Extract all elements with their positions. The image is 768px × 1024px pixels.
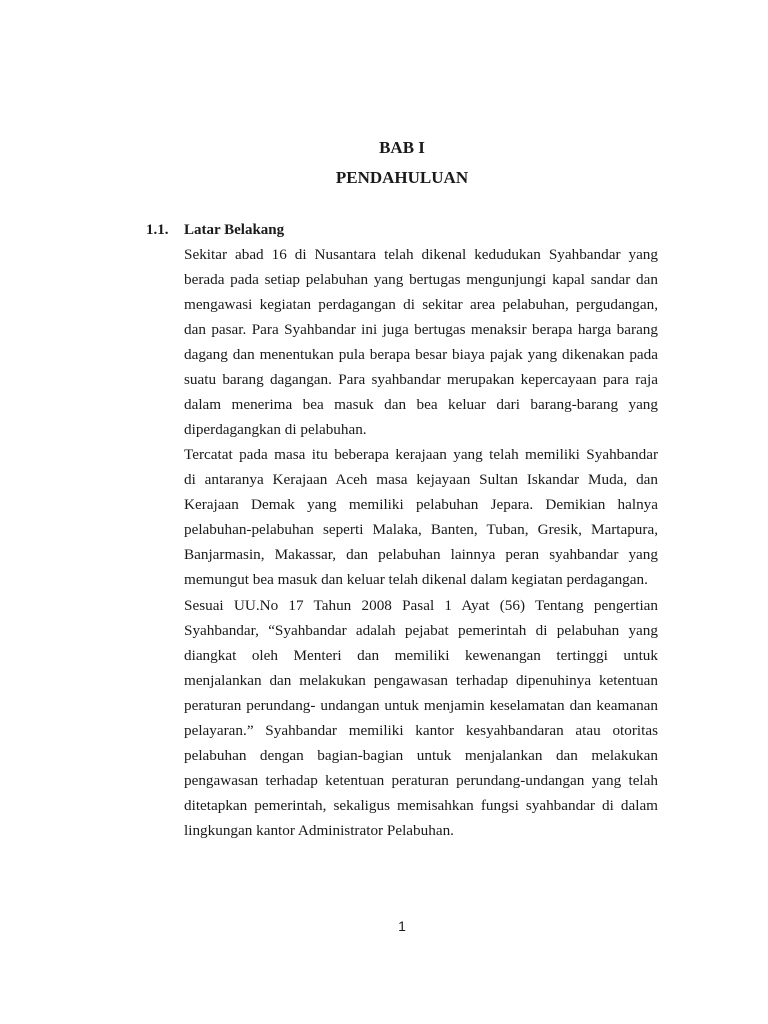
chapter-subtitle: PENDAHULUAN <box>335 168 469 187</box>
section-heading: Latar Belakang <box>184 222 285 238</box>
paragraph-line: mengawasi kegiatan perdagangan di sekitar area pelabuhan, pergudangan, <box>184 296 658 313</box>
paragraph-line: Kerajaan Demak yang memiliki pelabuhan Jepara. Demikian halnya <box>184 496 658 513</box>
paragraph-line: ditetapkan pemerintah, sekaligus memisahkan fungsi syahbandar di dalam <box>184 797 658 814</box>
paragraph-line: pelabuhan-pelabuhan seperti Malaka, Banten, Tuban, Gresik, Martapura, <box>184 521 658 538</box>
paragraph-line: memungut bea masuk dan keluar telah dikenal dalam kegiatan perdagangan. <box>184 571 648 588</box>
paragraph-line: pengawasan terhadap ketentuan peraturan perundang-undangan yang telah <box>184 772 658 789</box>
paragraph-line: Sekitar abad 16 di Nusantara telah dikenal kedudukan Syahbandar yang <box>184 246 658 263</box>
paragraph-line: Banjarmasin, Makassar, dan pelabuhan lainnya peran syahbandar yang <box>184 546 658 563</box>
paragraph-line: dalam menerima bea masuk dan bea keluar dari barang-barang yang <box>184 396 658 413</box>
paragraph-line: Tercatat pada masa itu beberapa kerajaan yang telah memiliki Syahbandar <box>184 446 658 463</box>
paragraph-line: dan pasar. Para Syahbandar ini juga bertugas menaksir berapa harga barang <box>184 321 658 338</box>
paragraph-line: diperdagangkan di pelabuhan. <box>184 421 367 438</box>
paragraph-line: diangkat oleh Menteri dan memiliki kewenangan tertinggi untuk <box>184 647 658 664</box>
paragraph-line: di antaranya Kerajaan Aceh masa kejayaan Sultan Iskandar Muda, dan <box>184 471 658 488</box>
paragraph-line: pelayaran.” Syahbandar memiliki kantor kesyahbandaran atau otoritas <box>184 722 658 739</box>
paragraph-line: berada pada setiap pelabuhan yang bertugas mengunjungi kapal sandar dan <box>184 271 658 288</box>
paragraph-line: dagang dan menentukan pula berapa besar biaya pajak yang dikenakan pada <box>184 346 658 363</box>
paragraph-line: pelabuhan dengan bagian-bagian untuk menjalankan dan melakukan <box>184 747 658 764</box>
paragraph-line: menjalankan dan melakukan pengawasan terhadap dipenuhinya ketentuan <box>184 672 658 689</box>
paragraph-line: suatu barang dagangan. Para syahbandar merupakan kepercayaan para raja <box>184 371 658 388</box>
page-number: 1 <box>398 918 406 934</box>
paragraph-line: lingkungan kantor Administrator Pelabuhan. <box>184 822 454 839</box>
section-number: 1.1. <box>146 222 169 238</box>
chapter-title: BAB I <box>379 138 425 157</box>
paragraph-line: peraturan perundang- undangan untuk menjamin keselamatan dan keamanan <box>184 697 658 714</box>
paragraph-line: Sesuai UU.No 17 Tahun 2008 Pasal 1 Ayat (56) Tentang pengertian <box>184 597 658 614</box>
paragraph-line: Syahbandar, “Syahbandar adalah pejabat pemerintah di pelabuhan yang <box>184 622 658 639</box>
